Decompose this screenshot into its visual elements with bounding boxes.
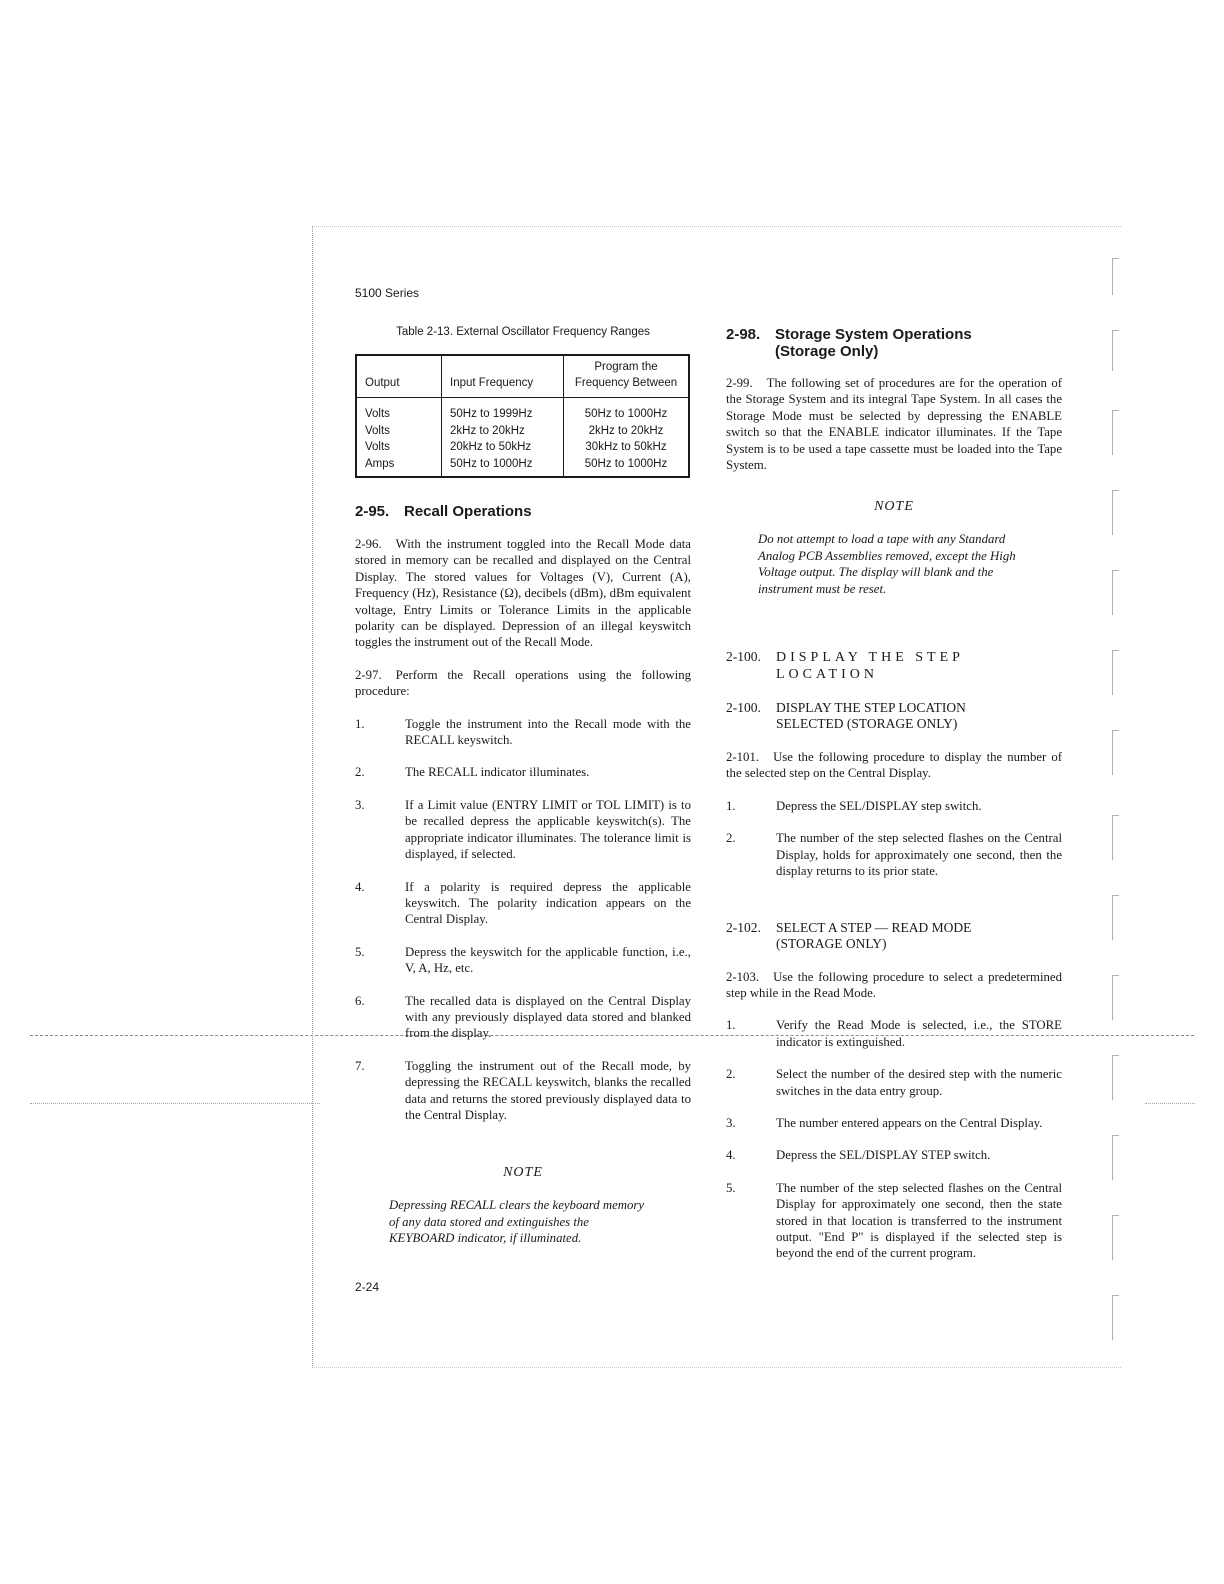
table-cell: 20kHz to 50kHz — [442, 439, 564, 456]
list-item: 4. If a polarity is required depress the applicable keyswitch. The polarity indication appears on the Central Display. — [355, 879, 691, 927]
scan-edge-mark — [1112, 895, 1119, 940]
table-cell: 50Hz to 1999Hz — [442, 398, 564, 423]
table-cell: Volts — [365, 408, 390, 420]
table-cell: 2kHz to 20kHz — [564, 423, 690, 440]
list-item: 2. The RECALL indicator illuminates. — [355, 765, 590, 780]
right-column — [726, 326, 1062, 1262]
scan-edge-mark — [1112, 330, 1119, 371]
note-body: Do not attempt to load a tape with any Standard Analog PCB Assemblies removed, except the High Voltage output. The display will blank and the instrument must be reset. — [758, 532, 1016, 596]
scan-edge-mark — [1112, 1135, 1119, 1180]
note-title: NOTE — [874, 499, 914, 515]
section-heading-select-step: 2-102. SELECT A STEP — READ MODE (STORAGE ONLY) — [726, 919, 972, 951]
scan-edge-mark — [1112, 410, 1119, 455]
table-row — [356, 456, 689, 478]
paragraph-2-101: 2-101. Use the following procedure to display the number of the selected step on the Central Display. — [726, 750, 1062, 781]
paragraph-2-97: 2-97. Perform the Recall operations using the following procedure: — [355, 667, 691, 699]
list-item: 7. Toggling the instrument out of the Recall mode, by depressing the RECALL keyswitch, blanks the recalled data and returns the stored previously displayed data to the Central Display. — [355, 1058, 691, 1122]
display-step-procedure-list — [726, 798, 1062, 880]
table-row — [356, 398, 689, 423]
paragraph-2-103: 2-103. Use the following procedure to select a predetermined step while in the Read Mode. — [726, 969, 1062, 1000]
section-heading-recall: 2-95. Recall Operations — [355, 503, 532, 520]
page-number: 2-24 — [355, 1280, 380, 1294]
scan-edge-mark — [1112, 650, 1119, 695]
select-step-procedure-list — [726, 1017, 1062, 1261]
left-column — [355, 326, 691, 1247]
table-header-program-frequency: Program the Frequency Between — [564, 355, 690, 398]
scan-edge-mark — [1112, 1295, 1119, 1340]
scan-edge-mark — [1112, 258, 1119, 295]
list-item: 2. The number of the step selected flashes on the Central Display, holds for approximately one second, then the display returns to its prior state. — [726, 831, 1062, 879]
scan-edge-mark — [1112, 490, 1119, 535]
section-heading-display-step-spaced: 2-100. DISPLAY THE STEP LOCATION — [726, 649, 964, 683]
list-item: 2. Select the number of the desired step with the numeric switches in the data entry group. — [726, 1067, 1062, 1098]
paragraph-2-96: 2-96. With the instrument toggled into the Recall Mode data stored in memory can be recalled and displayed on the Central Display. The stored values for Voltages (V), Current (A), Frequency (Hz), Resistance (Ω), decibels (dBm), dBm equivalent voltage, Entry Limits or Tolerance Limits in the applicable polarity can be displayed. Depression of an illegal keyswitch toggles the instrument out of the Recall Mode. — [355, 537, 691, 650]
paragraph-2-99: 2-99. The following set of procedures are for the operation of the Storage System and its integral Tape System. In all cases the Storage Mode must be selected by depressing the ENABLE switch so that the ENABLE indicator illuminates. If the Tape System is to be used a tape cassette must be loaded into the Tape System. — [726, 376, 1062, 473]
table-cell: Amps — [365, 457, 395, 470]
table-cell: 2kHz to 20kHz — [442, 423, 564, 440]
table-cell: 50Hz to 1000Hz — [564, 398, 690, 423]
scan-edge-mark — [1112, 975, 1119, 1020]
running-header: 5100 Series — [355, 286, 420, 300]
list-item: 3. If a Limit value (ENTRY LIMIT or TOL LIMIT) is to be recalled depress the applicable keyswitch(s). The appropriate indicator illuminates. The tolerance limit is displayed, if selected. — [355, 797, 691, 862]
list-item: 1. Toggle the instrument into the Recall mode with the RECALL keyswitch. — [355, 716, 691, 748]
list-item: 4. Depress the SEL/DISPLAY STEP switch. — [726, 1148, 991, 1163]
list-item: 6. The recalled data is displayed on the Central Display with any previously displayed data stored and blanked from the display. — [355, 993, 691, 1041]
table-cell: 50Hz to 1000Hz — [564, 456, 690, 478]
note-title: NOTE — [503, 1165, 543, 1181]
list-item: 1. Verify the Read Mode is selected, i.e., the STORE indicator is extinguished. — [726, 1018, 1062, 1049]
table-cell: 30kHz to 50kHz — [564, 439, 690, 456]
scan-edge-mark — [1112, 1215, 1119, 1260]
section-heading-display-step: 2-100. DISPLAY THE STEP LOCATION SELECTED (STORAGE ONLY) — [726, 700, 966, 732]
table-cell: Volts — [365, 441, 390, 453]
scan-dotted-line-right — [1145, 1103, 1195, 1104]
section-heading-storage: 2-98. Storage System Operations (Storage Only) — [726, 326, 972, 360]
list-item: 3. The number entered appears on the Central Display. — [726, 1115, 1043, 1130]
table-header-input-frequency: Input Frequency — [442, 355, 564, 398]
scan-edge-mark — [1112, 815, 1119, 860]
scan-edge-mark — [1112, 1055, 1119, 1100]
list-item: 5. Depress the keyswitch for the applicable function, i.e., V, A, Hz, etc. — [355, 944, 691, 976]
note-body: Depressing RECALL clears the keyboard memory of any data stored and extinguishes the KEYBOARD indicator, if illuminated. — [389, 1198, 645, 1246]
scan-dotted-line-left — [30, 1103, 320, 1104]
list-item: 1. Depress the SEL/DISPLAY step switch. — [726, 798, 982, 813]
frequency-range-table — [355, 354, 690, 478]
table-row — [356, 439, 689, 456]
table-header-output: Output — [356, 355, 442, 398]
recall-procedure-list — [355, 716, 691, 1124]
table-caption: Table 2-13. External Oscillator Frequency Ranges — [396, 326, 650, 338]
list-item: 5. The number of the step selected flashes on the Central Display for approximately one second, then the state stored in that location is transferred to the instrument output. "End P" is displayed if the selected step is beyond the end of the current program. — [726, 1180, 1062, 1261]
table-cell: 50Hz to 1000Hz — [442, 456, 564, 478]
scan-edge-mark — [1112, 570, 1119, 615]
scan-edge-mark — [1112, 730, 1119, 775]
table-cell: Volts — [365, 424, 390, 437]
table-row — [356, 423, 689, 440]
